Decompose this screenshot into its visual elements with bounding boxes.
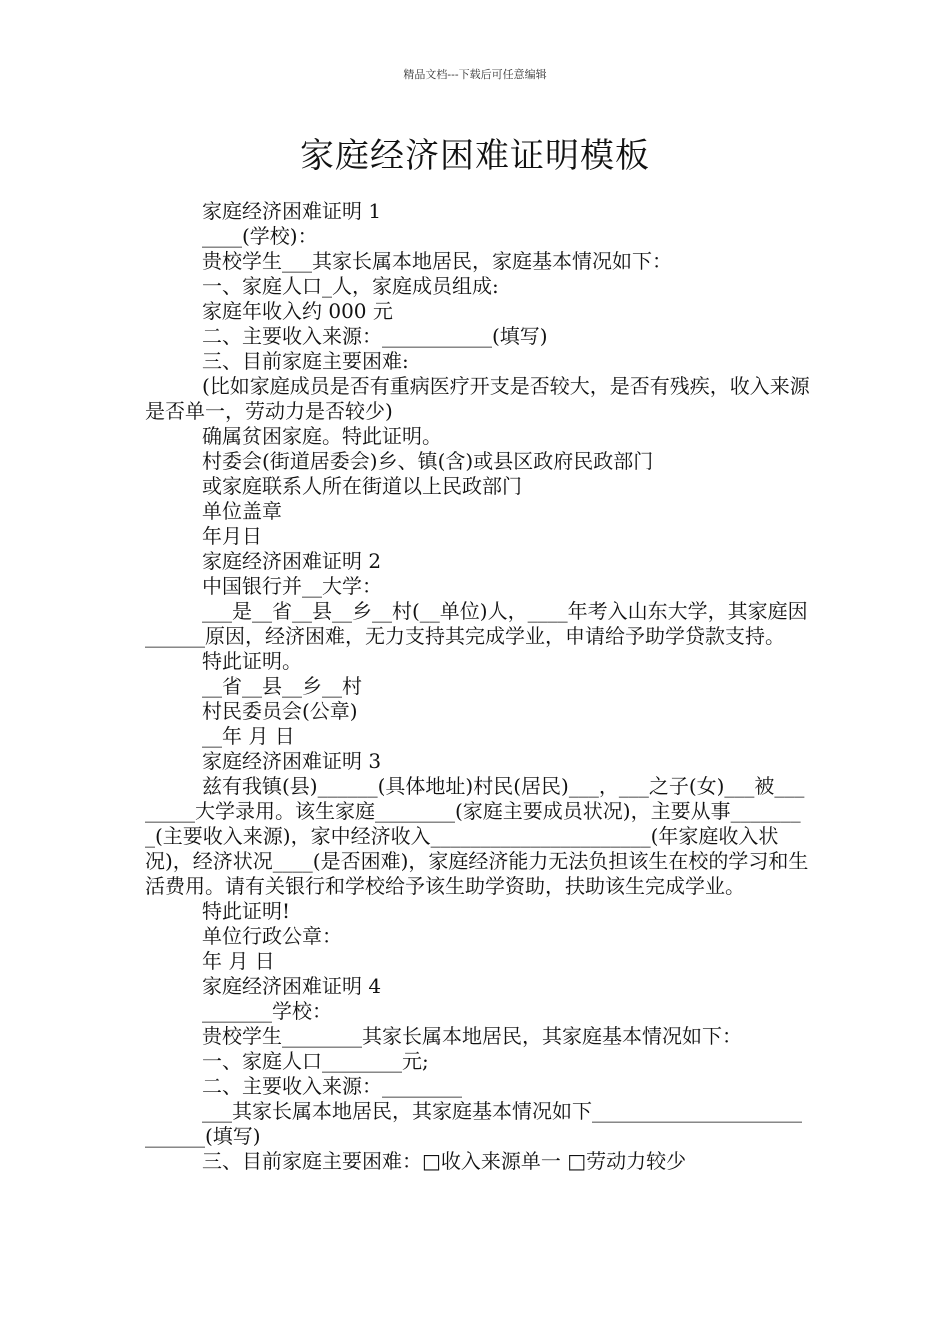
signature-line: 村民委员会(公章): [202, 699, 358, 723]
paragraph: 三、目前家庭主要困难:: [202, 349, 409, 373]
date-line: 年月日: [202, 524, 262, 548]
date-line: 年 月 日: [202, 949, 275, 973]
paragraph: 二、主要收入来源：___________(填写): [202, 324, 548, 348]
addressee-line: _______学校：: [202, 999, 332, 1023]
section-heading-3: 家庭经济困难证明 3: [202, 749, 382, 773]
section-heading-1: 家庭经济困难证明 1: [202, 199, 382, 223]
signature-line: 单位盖章: [202, 499, 282, 523]
addressee-line: 中国银行并__大学：: [202, 574, 382, 598]
paragraph: 兹有我镇(县)______(具体地址)村民(居民)___，___之子(女)___被________大学录用。该生家庭________(家庭主要成员状况)，主要从事________(主要收入来源)，家中经济收入______________________(年家庭收入状况)，经济状况____(是否困难)，家庭经济能力无法负担该生在校的学习和生活费用。请有关银行和学校给予该生助学资助，扶助该生完成学业。: [145, 774, 809, 898]
paragraph: 贵校学生___其家长属本地居民，家庭基本情况如下：: [202, 249, 672, 273]
page-header: 精品文档---下载后可任意编辑: [403, 68, 547, 81]
paragraph: __省__县__乡__村: [202, 674, 362, 698]
signature-line: 单位行政公章：: [202, 924, 342, 948]
section-heading-4: 家庭经济困难证明 4: [202, 974, 382, 998]
paragraph: 二、主要收入来源：________: [202, 1074, 462, 1098]
paragraph: ___其家长属本地居民，其家庭基本情况如下___________________________(填写): [145, 1099, 802, 1148]
paragraph: 家庭年收入约 000 元: [202, 299, 393, 323]
paragraph: 确属贫困家庭。特此证明。: [202, 424, 442, 448]
paragraph: 一、家庭人口_人，家庭成员组成:: [202, 274, 499, 298]
paragraph: (比如家庭成员是否有重病医疗开支是否较大，是否有残疾，收入来源是否单一，劳动力是否较少): [145, 374, 810, 423]
paragraph: 一、家庭人口________元;: [202, 1049, 429, 1073]
paragraph: 村委会(街道居委会)乡、镇(含)或县区政府民政部门: [202, 449, 654, 473]
document-title: 家庭经济困难证明模板: [300, 136, 650, 176]
paragraph: 或家庭联系人所在街道以上民政部门: [202, 474, 522, 498]
paragraph: ___是__省__县__乡__村(__单位)人，____年考入山东大学，其家庭因______原因，经济困难，无力支持其完成学业，申请给予助学贷款支持。: [145, 599, 808, 648]
addressee-line: ____(学校)：: [202, 224, 318, 248]
paragraph: 三、目前家庭主要困难：□收入来源单一 □劳动力较少: [202, 1149, 687, 1173]
paragraph: 特此证明。: [202, 649, 302, 673]
document-body: [145, 199, 810, 1174]
date-line: __年 月 日: [202, 724, 295, 748]
paragraph: 贵校学生________其家长属本地居民，其家庭基本情况如下：: [202, 1024, 742, 1048]
section-heading-2: 家庭经济困难证明 2: [202, 549, 382, 573]
paragraph: 特此证明!: [202, 899, 291, 923]
